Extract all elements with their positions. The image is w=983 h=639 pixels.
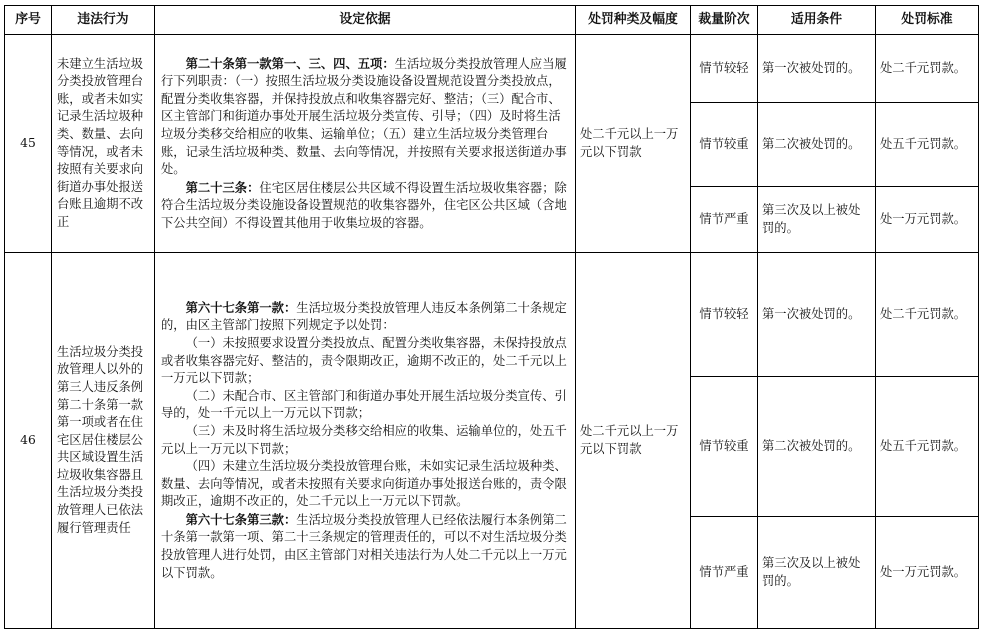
standard-cell: 处二千元罚款。 [876, 253, 979, 377]
standard-cell: 处一万元罚款。 [876, 187, 979, 253]
header-penalty: 处罚种类及幅度 [576, 6, 691, 35]
condition-cell: 第一次被处罚的。 [758, 35, 876, 103]
level-cell: 情节严重 [691, 517, 758, 629]
basis-clause-text: （二）未配合市、区主管部门和街道办事处开展生活垃圾分类宣传、引导的，处一千元以上一万元以下罚款； [161, 388, 567, 421]
standard-cell: 处一万元罚款。 [876, 517, 979, 629]
condition-cell: 第三次及以上被处罚的。 [758, 187, 876, 253]
basis-clause-title: 第二十条第一款第一、三、四、五项： [185, 55, 395, 71]
header-no: 序号 [5, 6, 52, 35]
basis-clause-text: 生活垃圾分类投放管理人已经依法履行本条例第二十条第一款第一项、第二十三条规定的管理责任的，可以不对生活垃圾分类投放管理人进行处罚，由区主管部门对相关违法行为人处二千元以上一万元以下罚款。 [161, 512, 567, 580]
table-row [5, 35, 979, 103]
level-cell: 情节较重 [691, 377, 758, 517]
legal-basis [155, 35, 576, 253]
row-number: 46 [5, 253, 52, 629]
basis-clause-text: 住宅区居住楼层公共区域不得设置生活垃圾收集容器；除符合生活垃圾分类设施设备设置规范的收集容器外，住宅区公共区域（含地下公共空间）不得设置其他用于收集垃圾的容器。 [161, 180, 567, 230]
header-standard: 处罚标准 [876, 6, 979, 35]
basis-paragraph [161, 299, 569, 335]
condition-cell: 第三次及以上被处罚的。 [758, 517, 876, 629]
condition-cell: 第二次被处罚的。 [758, 377, 876, 517]
basis-paragraph [161, 511, 569, 582]
penalty-range: 处二千元以上一万元以下罚款 [576, 35, 691, 253]
penalty-range: 处二千元以上一万元以下罚款 [576, 253, 691, 629]
basis-clause-text: 生活垃圾分类投放管理人应当履行下列职责：（一）按照生活垃圾分类设施设备设置规范设置分类投放点，配置分类收集容器，并保持投放点和收集容器完好、整洁；（三）配合市、区主管部门和街道办事处开展生活垃圾分类宣传、引导；（四）及时将生活垃圾分类移交给相应的收集、运输单位；（五）建立生活垃圾分类管理台账，记录生活垃圾种类、数量、去向等情况，并按照有关要求报送街道办事处。 [161, 56, 567, 177]
violation-behavior: 生活垃圾分类投放管理人以外的第三人违反条例第二十条第一款第一项或者在住宅区居住楼层公共区域设置生活垃圾收集容器且生活垃圾分类投放管理人已依法履行管理责任 [52, 253, 155, 629]
basis-clause-title: 第六十七条第一款： [185, 299, 297, 315]
row-number: 45 [5, 35, 52, 253]
basis-clause-title: 第六十七条第三款： [185, 511, 297, 527]
penalty-table [4, 5, 979, 629]
basis-clause-text: 生活垃圾分类投放管理人违反本条例第二十条规定的，由区主管部门按照下列规定予以处罚： [161, 300, 567, 333]
header-condition: 适用条件 [758, 6, 876, 35]
standard-cell: 处五千元罚款。 [876, 103, 979, 187]
header-row [5, 6, 979, 35]
basis-clause-text: （四）未建立生活垃圾分类投放管理台账，未如实记录生活垃圾种类、数量、去向等情况，或者未按照有关要求向街道办事处报送台账的，责令限期改正，逾期不改正的，处二千元以上一万元以下罚款。 [161, 459, 567, 509]
standard-cell: 处二千元罚款。 [876, 35, 979, 103]
condition-cell: 第二次被处罚的。 [758, 103, 876, 187]
basis-clause-text: （三）未及时将生活垃圾分类移交给相应的收集、运输单位的，处五千元以上一万元以下罚款； [161, 423, 567, 456]
header-basis: 设定依据 [155, 6, 576, 35]
legal-basis [155, 253, 576, 629]
level-cell: 情节较轻 [691, 35, 758, 103]
basis-paragraph [161, 388, 569, 423]
basis-clause-title: 第二十三条： [185, 179, 260, 195]
condition-cell: 第一次被处罚的。 [758, 253, 876, 377]
table-row [5, 253, 979, 377]
level-cell: 情节较轻 [691, 253, 758, 377]
level-cell: 情节较重 [691, 103, 758, 187]
header-level: 裁量阶次 [691, 6, 758, 35]
basis-paragraph [161, 55, 569, 179]
basis-paragraph [161, 423, 569, 458]
level-cell: 情节严重 [691, 187, 758, 253]
basis-paragraph [161, 179, 569, 233]
basis-clause-text: （一）未按照要求设置分类投放点、配置分类收集容器，未保持投放点或者收集容器完好、整洁的，责令限期改正，逾期不改正的，处二千元以上一万元以下罚款； [161, 335, 567, 386]
basis-paragraph [161, 458, 569, 511]
standard-cell: 处五千元罚款。 [876, 377, 979, 517]
basis-paragraph [161, 335, 569, 388]
header-behavior: 违法行为 [52, 6, 155, 35]
violation-behavior: 未建立生活垃圾分类投放管理台账，或者未如实记录生活垃圾种类、数量、去向等情况，或者未按照有关要求向街道办事处报送台账且逾期不改正 [52, 35, 155, 253]
